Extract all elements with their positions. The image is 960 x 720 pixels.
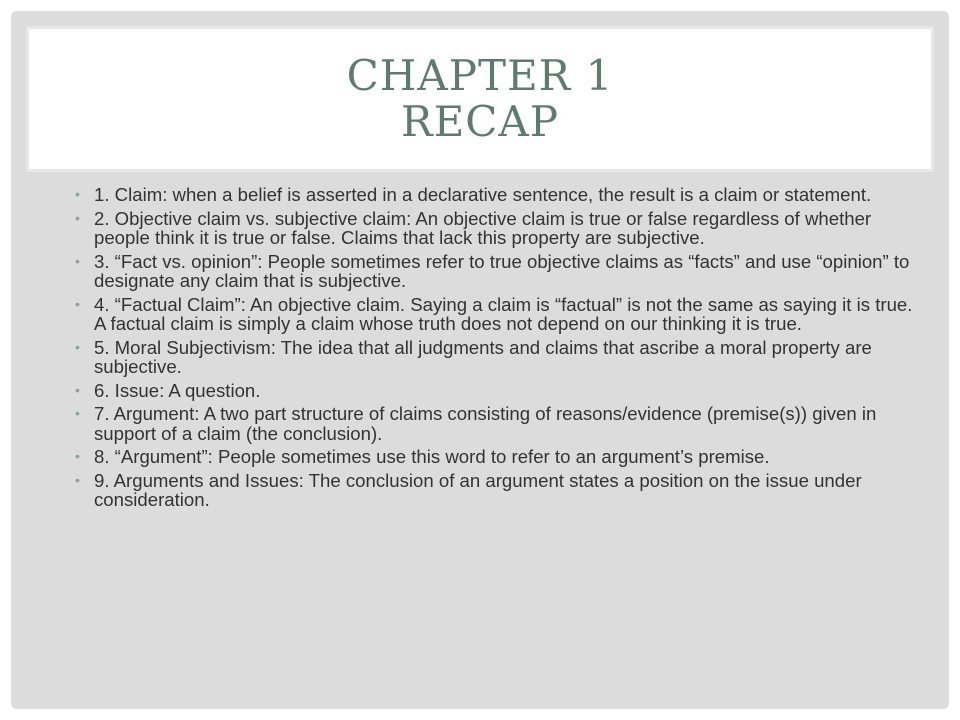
bullet-item-1: [75, 184, 913, 205]
bullet-text: 2. Objective claim vs. subjective claim: An objective claim is true or false regardless of whether people think it is true or false. Claims that lack this property are subjective.: [94, 207, 872, 248]
bullet-text: 8. “Argument”: People sometimes use this word to refer to an argument’s premise.: [94, 446, 770, 467]
bullet-dot-icon: •: [75, 448, 80, 464]
bullet-text: 1. Claim: when a belief is asserted in a declarative sentence, the result is a claim or statement.: [94, 184, 872, 205]
slide-title-line-1: CHAPTER 1: [346, 51, 614, 100]
bullet-dot-icon: •: [75, 471, 80, 488]
bullet-dot-icon: •: [75, 338, 80, 355]
bullet-text: 6. Issue: A question.: [94, 379, 261, 401]
bullet-text: 5. Moral Subjectivism: The idea that all judgments and claims that ascribe a moral property are subjective.: [94, 336, 872, 377]
bullet-dot-icon: •: [75, 252, 80, 269]
bullet-list: [75, 184, 913, 514]
bullet-dot-icon: •: [75, 186, 80, 202]
slide-title-line-2: RECAP: [400, 97, 559, 146]
bullet-dot-icon: •: [75, 405, 80, 421]
bullet-item-6: [75, 379, 913, 401]
slide: [11, 11, 949, 709]
bullet-text: 3. “Fact vs. opinion”: People sometimes refer to true objective claims as “facts” and use “opinion” to designate any claim that is subjective.: [94, 250, 910, 291]
bullet-text: 9. Arguments and Issues: The conclusion of an argument states a position on the issue under consideration.: [94, 469, 862, 510]
bullet-item-5: [75, 336, 913, 377]
bullet-item-9: [75, 469, 913, 510]
bullet-item-4: [75, 293, 913, 334]
bullet-dot-icon: •: [75, 295, 80, 312]
bullet-text: 7. Argument: A two part structure of claims consisting of reasons/evidence (premise(s)) given in support of a claim (the conclusion).: [94, 403, 877, 444]
bullet-item-8: [75, 446, 913, 467]
bullet-item-3: [75, 250, 913, 291]
bullet-dot-icon: •: [75, 381, 80, 398]
bullet-item-2: [75, 207, 913, 248]
bullet-item-7: [75, 403, 913, 444]
title-box: [29, 29, 931, 169]
bullet-dot-icon: •: [75, 209, 80, 226]
bullet-text: 4. “Factual Claim”: An objective claim. Saying a claim is “factual” is not the same as saying it is true. A factual claim is simply a claim whose truth does not depend on our thinking it is true.: [94, 293, 913, 334]
